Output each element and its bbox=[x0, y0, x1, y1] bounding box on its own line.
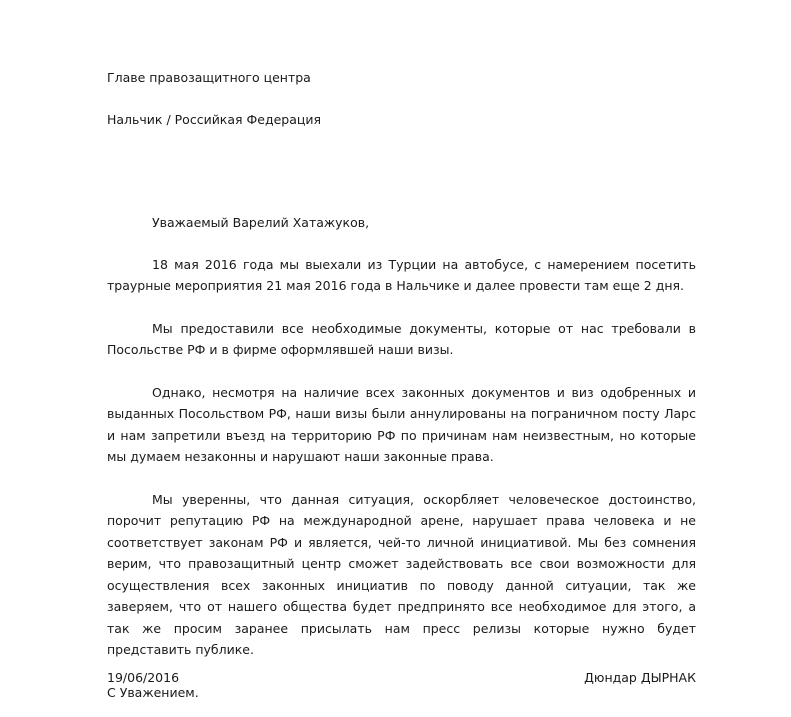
addressee-line-2: Нальчик / Российкая Федерация bbox=[107, 112, 322, 128]
body-paragraph-4: Мы уверенны, что данная ситуация, оскорбляет человеческое достоинство, порочит репутацию РФ на международной арене, нарушает права человека и не соответствует законам РФ и является, чей-то личной инициативой. Мы без сомнения верим, что правозащитный центр сможет задействовать все свои возможности для осуществления всех законных инициатив по поводу данной ситуации, так же заверяем, что от нашего общества будет предпринято все необходимое для этого, а так же просим заранее присылать нам пресс релизы которые нужно будет представить публике. bbox=[107, 491, 696, 657]
letter-body bbox=[107, 254, 696, 704]
body-paragraph-2: Мы предоставили все необходимые документы, которые от нас требовали в Посольстве РФ и в фирме оформлявшей наши визы. bbox=[107, 320, 696, 357]
addressee-block bbox=[107, 70, 696, 129]
body-paragraph-1: 18 мая 2016 года мы выехали из Турции на автобусе, с намерением посетить траурные мероприятия 21 мая 2016 года в Нальчике и далее провести там еще 2 дня. bbox=[107, 256, 696, 293]
salutation: Уважаемый Варелий Хатажуков, bbox=[152, 214, 370, 230]
letter-footer bbox=[107, 670, 696, 685]
addressee-line-1: Главе правозащитного центра bbox=[107, 70, 311, 85]
letter-date: 19/06/2016 bbox=[107, 670, 180, 685]
body-paragraph-3: Однако, несмотря на наличие всех законных документов и виз одобренных и выданных Посольством РФ, наши визы были аннулированы на пограничном посту Ларс и нам запретили въезд на территорию РФ по причинам нам неизвестным, но которые мы думаем незаконны и нарушают наши законные права. bbox=[107, 384, 696, 464]
closing-line: С Уважением. bbox=[107, 684, 199, 700]
signer-name: Дюндар ДЫРНАК bbox=[584, 670, 696, 685]
